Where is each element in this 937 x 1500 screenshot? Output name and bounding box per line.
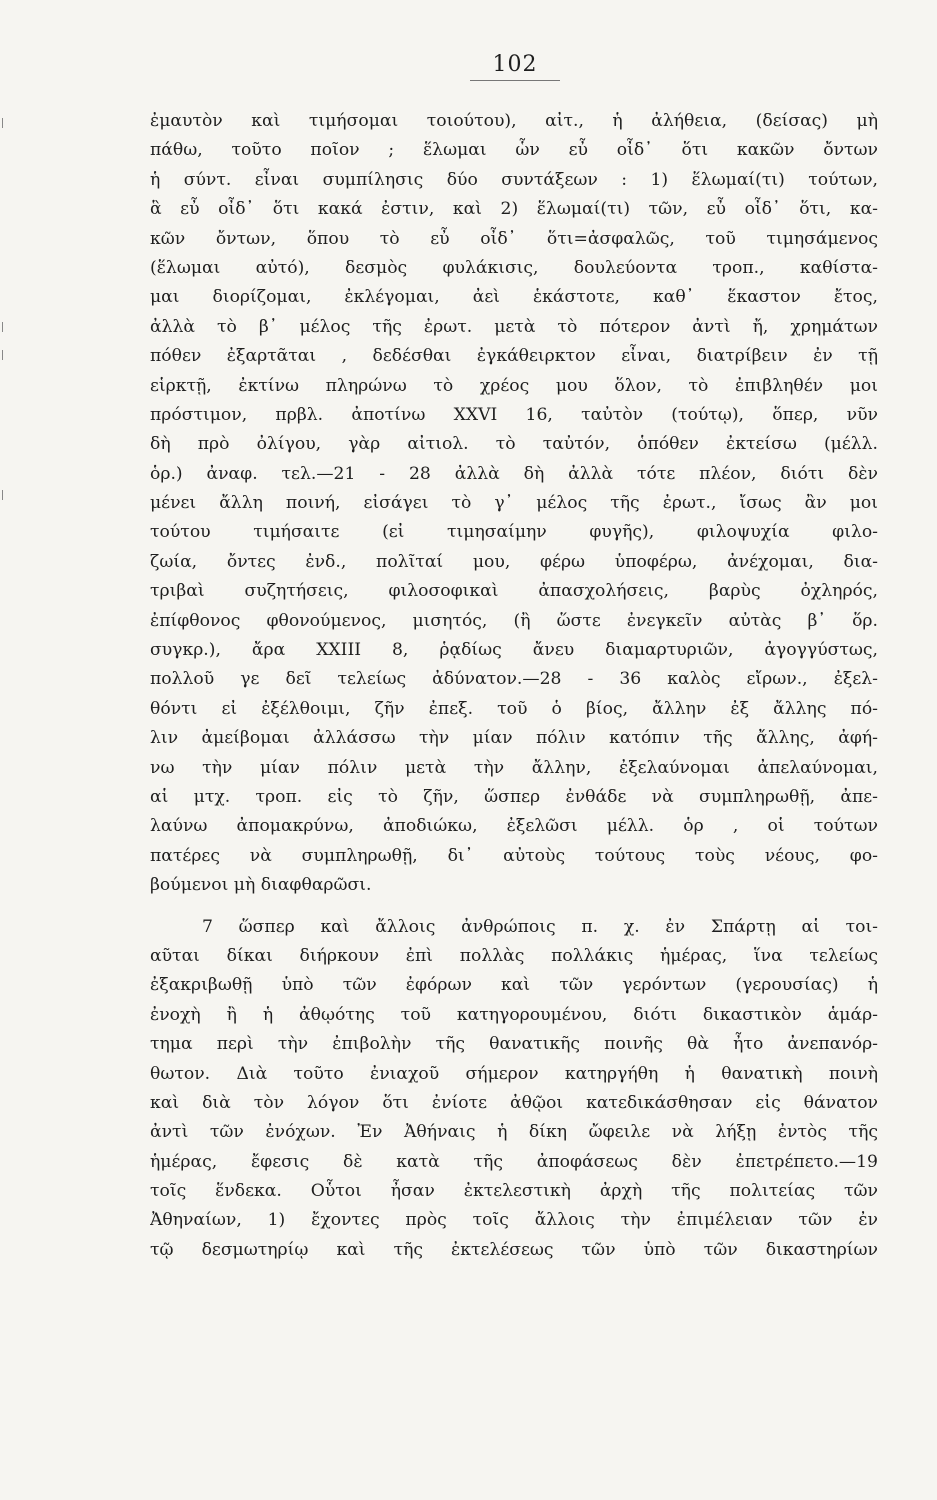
text-line: ἐπίφθονος φθονούμενος, μισητός, (ἢ ὥστε ἐνεγκεῖν αὐτὰς β᾿ ὅρ. — [150, 610, 878, 631]
text-line: ἃ εὖ οἶδ᾿ ὅτι κακά ἐστιν, καὶ 2) ἕλωμαί(τι) τῶν, εὖ οἶδ᾿ ὅτι, κα- — [150, 199, 878, 220]
text-line: πάθω, τοῦτο ποῖον ; ἕλωμαι ὧν εὖ οἶδ᾿ ὅτι κακῶν ὄντων — [150, 140, 878, 161]
text-line: λαύνω ἀπομακρύνω, ἀποδιώκω, ἐξελῶσι μέλλ. ὁρ , οἱ τούτων — [150, 816, 878, 837]
text-line: ὁρ.) ἀναφ. τελ.—21 - 28 ἀλλὰ δὴ ἀλλὰ τότε πλέον, διότι δὲν — [150, 463, 878, 484]
text-line: πολλοῦ γε δεῖ τελείως ἀδύνατον.—28 - 36 καλὸς εἴρων., ἐξελ- — [150, 669, 878, 690]
text-line: πόθεν ἐξαρτᾶται , δεδέσθαι ἐγκάθειρκτον εἶναι, διατρίβειν ἐν τῇ — [150, 346, 878, 367]
commentary-text — [150, 107, 878, 1265]
text-line: ἀντὶ τῶν ἐνόχων. Ἐν Ἀθήναις ἡ δίκη ὤφειλε νὰ λήξῃ ἐντὸς τῆς — [150, 1122, 878, 1143]
text-line: ἐξακριβωθῇ ὑπὸ τῶν ἐφόρων καὶ τῶν γερόντων (γερουσίας) ἡ — [150, 975, 878, 996]
text-line: αἱ μτχ. τροπ. εἰς τὸ ζῆν, ὥσπερ ἐνθάδε νὰ συμπληρωθῇ, ἀπε- — [150, 786, 878, 807]
margin-tick — [2, 490, 3, 500]
margin-tick — [2, 118, 3, 128]
text-line: μαι διορίζομαι, ἐκλέγομαι, ἀεὶ ἑκάστοτε, καθ᾿ ἕκαστον ἔτος, — [150, 287, 878, 308]
text-line: 7 ὥσπερ καὶ ἄλλοις ἀνθρώποις π. χ. ἐν Σπάρτῃ αἱ τοι- — [202, 916, 878, 937]
margin-tick — [2, 322, 3, 332]
text-line: τῷ δεσμωτηρίῳ καὶ τῆς ἐκτελέσεως τῶν ὑπὸ τῶν δικαστηρίων — [150, 1239, 878, 1260]
text-line: τούτου τιμήσαιτε (εἰ τιμησαίμην φυγῆς), φιλοψυχία φιλο- — [150, 522, 878, 543]
text-line: νω τὴν μίαν πόλιν μετὰ τὴν ἄλλην, ἐξελαύνομαι ἀπελαύνομαι, — [150, 757, 878, 778]
text-line: καὶ διὰ τὸν λόγον ὅτι ἐνίοτε ἀθῷοι κατεδικάσθησαν εἰς θάνατον — [150, 1092, 878, 1113]
page-number: 102 — [492, 52, 538, 77]
text-line: ἡμέρας, ἔφεσις δὲ κατὰ τῆς ἀποφάσεως δὲν ἐπετρέπετο.—19 — [150, 1151, 878, 1172]
text-line: εἱρκτῇ, ἐκτίνω πληρώνω τὸ χρέος μου ὅλον, τὸ ἐπιβληθέν μοι — [150, 375, 878, 396]
text-line: θωτον. Διὰ τοῦτο ἐνιαχοῦ σήμερον κατηργήθη ἡ θανατικὴ ποινὴ — [150, 1063, 878, 1084]
text-line: ἐμαυτὸν καὶ τιμήσομαι τοιούτου), αἰτ., ἡ ἀλήθεια, (δείσας) μὴ — [150, 111, 878, 131]
text-line: κῶν ὄντων, ὅπου τὸ εὖ οἶδ᾿ ὅτι=ἀσφαλῶς, τοῦ τιμησάμενος — [150, 228, 878, 249]
text-line: λιν ἀμείβομαι ἀλλάσσω τὴν μίαν πόλιν κατόπιν τῆς ἄλλης, ἀφή- — [150, 728, 878, 749]
text-line: βούμενοι μὴ διαφθαρῶσι. — [150, 875, 372, 896]
text-line: ἐνοχὴ ἢ ἡ ἀθῳότης τοῦ κατηγορουμένου, διότι δικαστικὸν ἁμάρ- — [150, 1004, 878, 1025]
text-line: τριβαὶ συζητήσεις, φιλοσοφικαὶ ἀπασχολήσεις, βαρὺς ὀχληρός, — [150, 581, 878, 602]
text-line: τημα περὶ τὴν ἐπιβολὴν τῆς θανατικῆς ποινῆς θὰ ἦτο ἀνεπανόρ- — [150, 1034, 878, 1055]
text-line: δὴ πρὸ ὀλίγου, γὰρ αἰτιολ. τὸ ταὐτόν, ὁπόθεν ἐκτείσω (μέλλ. — [150, 434, 878, 455]
text-line: θόντι εἰ ἐξέλθοιμι, ζῆν ἐπεξ. τοῦ ὁ βίος, ἄλλην ἐξ ἄλλης πό- — [150, 698, 878, 719]
text-line: πρόστιμον, πρβλ. ἀποτίνω XXVI 16, ταὐτὸν (τούτῳ), ὅπερ, νῦν — [150, 404, 878, 425]
text-line: πατέρες νὰ συμπληρωθῇ, δι᾿ αὐτοὺς τούτους τοὺς νέους, φο- — [150, 845, 878, 866]
text-line: συγκρ.), ἄρα XXIII 8, ῥᾳδίως ἄνευ διαμαρτυριῶν, ἀγογγύστως, — [150, 640, 878, 661]
text-line: μένει ἄλλη ποινή, εἰσάγει τὸ γ᾿ μέλος τῆς ἐρωτ., ἴσως ἂν μοι — [150, 493, 878, 514]
margin-tick — [2, 350, 3, 360]
text-line: ἡ σύντ. εἶναι συμπίλησις δύο συντάξεων : 1) ἕλωμαί(τι) τούτων, — [150, 169, 878, 190]
text-line: Ἀθηναίων, 1) ἔχοντες πρὸς τοῖς ἄλλοις τὴν ἐπιμέλειαν τῶν ἐν — [150, 1210, 878, 1231]
text-line: ζωία, ὄντες ἐνδ., πολῖταί μου, φέρω ὑποφέρω, ἀνέχομαι, δια- — [150, 551, 878, 572]
text-line: τοῖς ἕνδεκα. Οὗτοι ἦσαν ἐκτελεστικὴ ἀρχὴ τῆς πολιτείας τῶν — [150, 1181, 878, 1202]
text-line: αῦται δίκαι διήρκουν ἐπὶ πολλὰς πολλάκις ἡμέρας, ἵνα τελείως — [150, 945, 878, 966]
text-line: (ἕλωμαι αὐτό), δεσμὸς φυλάκισις, δουλεύοντα τροπ., καθίστα- — [150, 257, 878, 278]
page-number-rule — [470, 80, 560, 81]
text-line: ἀλλὰ τὸ β᾿ μέλος τῆς ἐρωτ. μετὰ τὸ πότερον ἀντὶ ἤ, χρημάτων — [150, 316, 878, 337]
